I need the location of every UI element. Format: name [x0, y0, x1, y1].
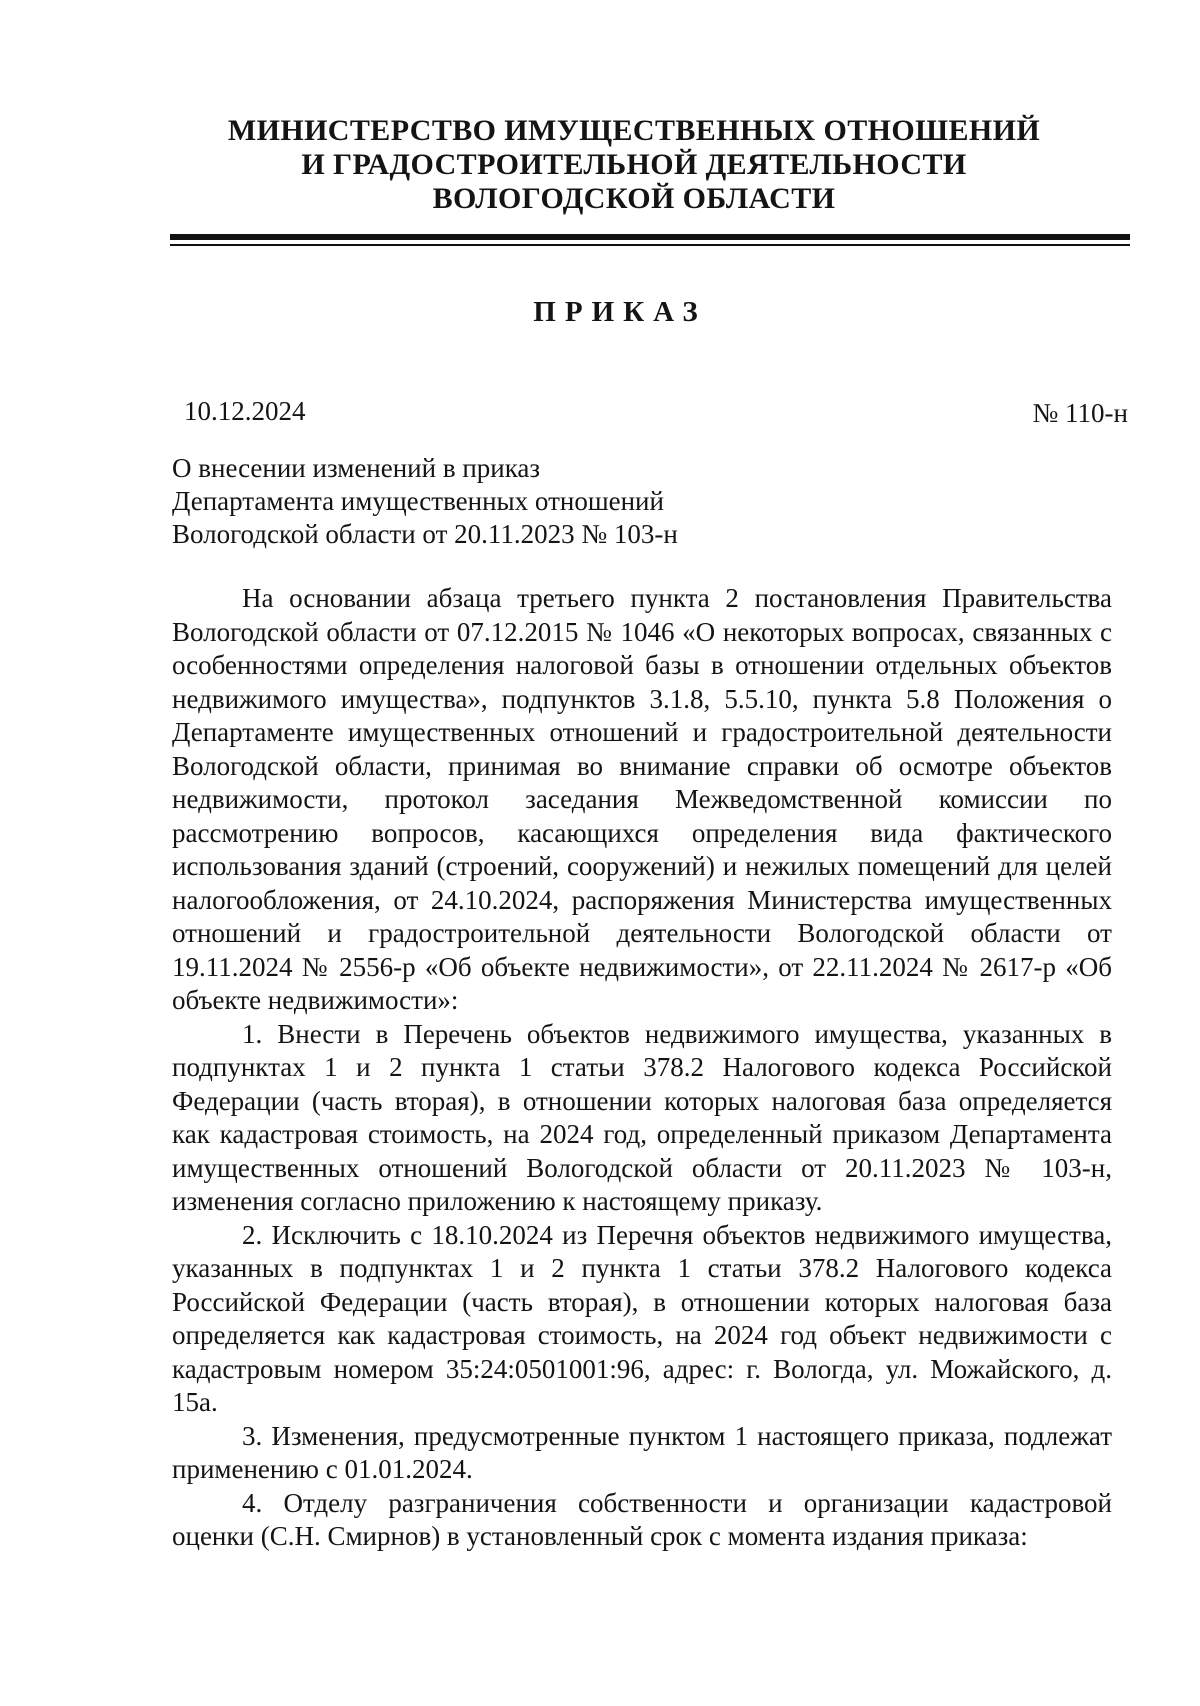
header-line-1: МИНИСТЕРСТВО ИМУЩЕСТВЕННЫХ ОТНОШЕНИЙ	[227, 114, 1041, 147]
preamble-paragraph: На основании абзаца третьего пункта 2 постановления Правительства Вологодской области от 07.12.2015 № 1046 «О некоторых вопросах, связанных с особенностями определения налоговой базы в отношении отдельных объектов недвижимого имущества», подпунктов 3.1.8, 5.5.10, пункта 5.8 Положения о Департаменте имущественных отношений и градостроительной деятельности Вологодской области, принимая во внимание справки об осмотре объектов недвижимости, протокол заседания Межведомственной комиссии по рассмотрению вопросов, касающихся определения вида фактического использования зданий (строений, сооружений) и нежилых помещений для целей налогообложения, от 24.10.2024, распоряжения Министерства имущественных отношений и градостроительной деятельности Вологодской области от 19.11.2024 № 2556-р «Об объекте недвижимости», от 22.11.2024 № 2617-р «Об объекте недвижимости»:	[172, 583, 1112, 1015]
item-3-paragraph: 3. Изменения, предусмотренные пунктом 1 настоящего приказа, подлежат применению с 01.01.2024.	[172, 1420, 1112, 1484]
document-title: ПРИКАЗ	[533, 296, 707, 328]
header-rule-thin	[170, 244, 1130, 246]
item-4-paragraph: 4. Отделу разграничения собственности и организации кадастровой оценки (С.Н. Смирнов) в установленный срок с момента издания приказа:	[172, 1487, 1112, 1551]
order-date: 10.12.2024	[184, 396, 306, 426]
subject-line-3: Вологодской области от 20.11.2023 № 103-н	[172, 519, 678, 549]
item-1-paragraph: 1. Внести в Перечень объектов недвижимого имущества, указанных в подпунктах 1 и 2 пункта 1 статьи 378.2 Налогового кодекса Российской Федерации (часть вторая), в отношении которых налоговая база определяется как кадастровая стоимость, на 2024 год, определенный приказом Департамента имущественных отношений Вологодской области от 20.11.2023 № 103-н, изменения согласно приложению к настоящему приказу.	[172, 1018, 1112, 1216]
ministry-header	[160, 114, 1108, 216]
order-body	[172, 582, 1112, 1554]
header-line-2: И ГРАДОСТРОИТЕЛЬНОЙ ДЕЯТЕЛЬНОСТИ	[301, 148, 967, 181]
subject-line-2: Департамента имущественных отношений	[172, 486, 664, 516]
subject-line-1: О внесении изменений в приказ	[172, 453, 541, 483]
item-2-paragraph: 2. Исключить с 18.10.2024 из Перечня объектов недвижимого имущества, указанных в подпунктах 1 и 2 пункта 1 статьи 378.2 Налогового кодекса Российской Федерации (часть вторая), в отношении которых налоговая база определяется как кадастровая стоимость, на 2024 год объект недвижимости с кадастровым номером 35:24:0501001:96, адрес: г. Вологда, ул. Можайского, д. 15а.	[172, 1219, 1112, 1417]
order-number: № 110-н	[1032, 398, 1128, 428]
header-line-3: ВОЛОГОДСКОЙ ОБЛАСТИ	[432, 182, 836, 215]
header-rule-thick	[170, 234, 1130, 240]
order-subject	[172, 452, 678, 551]
